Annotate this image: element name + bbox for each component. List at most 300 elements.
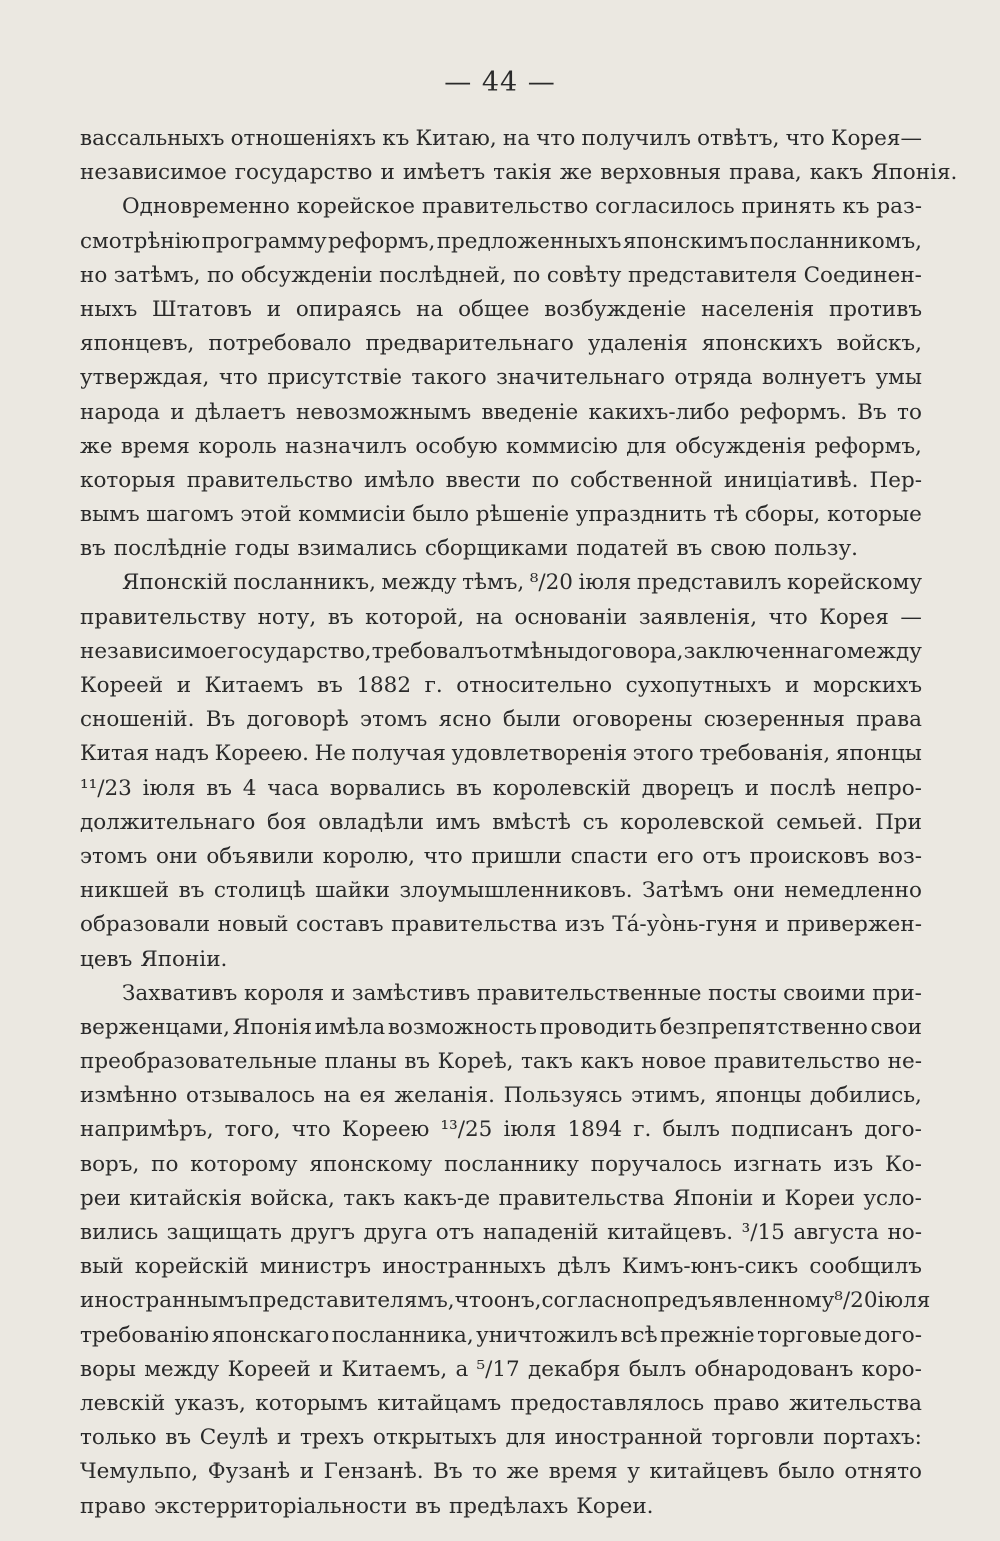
word: иностраннымъ <box>80 1288 249 1314</box>
word: удовлетворенія <box>451 741 628 767</box>
word: овладѣли <box>318 809 424 835</box>
text-line <box>80 259 922 293</box>
word: реформъ, <box>814 433 922 459</box>
word: королевской <box>620 809 765 835</box>
word: торговые <box>757 1322 862 1348</box>
word: король <box>198 433 277 459</box>
word: реи <box>80 1185 121 1211</box>
word: этомъ <box>80 843 148 869</box>
word: спасти <box>570 843 649 869</box>
word: новый <box>217 912 289 938</box>
word: договора, <box>574 638 684 664</box>
word: реформъ, <box>328 228 436 254</box>
word: умы <box>875 365 922 391</box>
word: какъ <box>809 160 864 186</box>
word: китайскія <box>129 1185 242 1211</box>
word: имѣетъ <box>402 160 486 186</box>
text-line <box>80 1387 922 1421</box>
word: Въ <box>205 707 236 733</box>
word: декабря <box>528 1356 621 1382</box>
word: такъ <box>343 1185 396 1211</box>
word: и <box>176 673 192 698</box>
word: и <box>744 775 760 801</box>
word: представителя <box>627 262 798 288</box>
word: открытыхъ <box>372 1425 497 1451</box>
word: портахъ: <box>823 1425 922 1451</box>
word: 4 <box>242 775 257 801</box>
word: жительства <box>789 1390 922 1416</box>
word: присутствіе <box>267 365 402 391</box>
word: какихъ-либо <box>588 399 730 425</box>
word: ¹³/25 <box>440 1117 493 1143</box>
word: королю, <box>322 843 415 869</box>
word: корейское <box>296 194 416 220</box>
word: что <box>536 126 576 151</box>
word: получилъ <box>581 126 691 151</box>
word: Китаю, <box>415 126 497 151</box>
word: договорѣ <box>246 707 349 733</box>
word: японцы <box>715 1083 802 1109</box>
word: между <box>381 570 457 596</box>
word: свою <box>710 536 767 562</box>
word: послѣ <box>769 775 836 801</box>
word: въ <box>80 536 106 562</box>
text-line <box>80 1045 922 1079</box>
word: Корея— <box>830 126 922 151</box>
word: японскому <box>309 1151 433 1177</box>
word: часа <box>267 775 320 801</box>
word: между <box>144 1356 220 1382</box>
word: іюля <box>142 775 196 801</box>
word: Кимъ-юнъ-сикъ <box>622 1254 799 1280</box>
word: что <box>423 843 463 869</box>
word: ³/15 <box>741 1220 785 1245</box>
word: согласилось <box>595 194 735 220</box>
word: войска, <box>250 1185 335 1211</box>
word: китайцевъ <box>649 1459 769 1485</box>
word: японскаго <box>211 1322 330 1348</box>
text-line <box>80 737 922 771</box>
word: ⁵/17 <box>476 1356 520 1382</box>
word: права <box>856 707 922 733</box>
word: которыя <box>80 467 176 493</box>
word: какъ-де <box>403 1185 491 1211</box>
word: друга <box>363 1220 428 1245</box>
word: Японія. <box>871 160 958 186</box>
word: было <box>412 502 470 528</box>
word: они <box>156 843 198 869</box>
word: представителямъ, <box>248 1288 455 1314</box>
word: шагомъ <box>146 502 234 528</box>
word: воры <box>80 1356 136 1382</box>
word: въ <box>206 775 232 801</box>
word: боя <box>267 809 307 835</box>
text-line <box>80 498 922 532</box>
word: Ко- <box>885 1151 922 1177</box>
word: изъ <box>833 1151 874 1177</box>
word: имѣло <box>364 467 435 493</box>
word: для <box>626 433 667 459</box>
word: же <box>506 1459 540 1485</box>
word: Чемульпо, <box>80 1459 199 1485</box>
word: отзывалось <box>186 1083 315 1109</box>
word: не- <box>887 1049 922 1075</box>
word: Китаемъ, <box>341 1356 448 1382</box>
word: Гензанѣ. <box>323 1459 424 1485</box>
word: а <box>455 1356 469 1382</box>
word: права, <box>729 160 802 186</box>
word: заявленія, <box>638 604 758 630</box>
word: нападеній <box>482 1220 599 1245</box>
text-line <box>80 566 922 600</box>
text-line <box>80 601 922 635</box>
word: Не <box>314 741 347 767</box>
word: замѣстивъ <box>351 980 471 1006</box>
word: объявили <box>206 843 314 869</box>
word: семьей. <box>776 809 864 835</box>
word: воз- <box>877 843 922 869</box>
word: то <box>897 399 922 425</box>
word: были <box>502 707 561 733</box>
word: китайцамъ <box>377 1390 502 1416</box>
word: Въ <box>433 1459 463 1485</box>
word: дого- <box>864 1322 922 1348</box>
word: никшей <box>80 878 170 904</box>
word: они <box>733 878 775 904</box>
text-line <box>80 225 922 259</box>
word: шайки <box>315 878 390 904</box>
word: трехъ <box>300 1425 365 1451</box>
word: при- <box>872 980 922 1006</box>
word: отношеніяхъ <box>230 126 377 151</box>
word: и <box>330 980 346 1006</box>
text-line <box>80 908 922 942</box>
text-line <box>80 874 922 908</box>
text-line <box>80 635 922 669</box>
word: которые <box>827 502 922 528</box>
word: Корея <box>819 604 889 630</box>
word: и <box>761 1185 777 1211</box>
word: японскимъ <box>622 228 749 254</box>
word: г. <box>424 673 443 698</box>
word: правительства <box>391 912 558 938</box>
word: былъ <box>628 1356 687 1382</box>
word: торговли <box>711 1425 815 1451</box>
word: правительству <box>80 604 247 630</box>
word: коммисію <box>506 433 618 459</box>
word: всѣ <box>620 1322 658 1348</box>
word: но <box>80 262 108 288</box>
word: посланникъ, <box>233 570 376 596</box>
word: къ <box>382 126 410 151</box>
word: иностранной <box>554 1425 703 1451</box>
word: предварительнаго <box>365 331 574 357</box>
word: заключеннаго <box>683 638 847 664</box>
word: ⁸/20 <box>529 570 573 596</box>
word: которому <box>190 1151 298 1177</box>
word: независимое <box>80 638 227 664</box>
word: такія <box>493 160 552 186</box>
word: безпрепятственно <box>659 1014 868 1040</box>
text-line <box>80 122 922 156</box>
word: на <box>475 604 503 630</box>
word: государство <box>234 160 373 186</box>
word: Фузанѣ <box>207 1459 291 1485</box>
word: японцы <box>835 741 922 767</box>
word: Японія <box>232 1014 313 1040</box>
word: ввести <box>445 467 521 493</box>
text-line <box>80 190 922 224</box>
word: Китая <box>80 741 150 767</box>
word: иниціативѣ. <box>723 467 859 493</box>
word: по <box>513 262 541 288</box>
word: сношеній. <box>80 707 195 733</box>
word: было <box>778 1459 835 1485</box>
word: должительнаго <box>80 809 256 835</box>
word: защищать <box>166 1220 282 1245</box>
word: и <box>380 160 395 186</box>
text-line <box>80 1353 922 1387</box>
word: Въ <box>857 399 887 425</box>
word: сухопутныхъ <box>625 673 772 698</box>
word: правительственные <box>476 980 702 1006</box>
word: противъ <box>828 296 922 322</box>
word: Штатовъ <box>152 296 252 322</box>
word: для <box>505 1425 547 1451</box>
word: посланникомъ, <box>749 228 922 254</box>
word: напримѣръ, <box>80 1117 214 1143</box>
word: отвѣтъ, <box>697 126 780 151</box>
word: согласно <box>541 1288 644 1314</box>
word: имѣла <box>314 1014 386 1040</box>
word: послѣдней, <box>379 262 507 288</box>
word: отряда <box>674 365 753 391</box>
word: тѣмъ, <box>462 570 525 596</box>
word: ея <box>359 1083 386 1109</box>
word: сборщиками <box>424 536 569 562</box>
word: добились, <box>809 1083 922 1109</box>
text-line <box>80 464 922 498</box>
word: онъ, <box>493 1288 542 1314</box>
word: Кореей <box>227 1356 311 1382</box>
word: поручалось <box>590 1151 722 1177</box>
word: Кореей <box>80 673 164 698</box>
word: дѣлъ <box>557 1254 611 1280</box>
word: только <box>80 1425 157 1451</box>
word: въ <box>676 536 703 562</box>
word: морскихъ <box>812 673 922 698</box>
word: королевскій <box>492 775 631 801</box>
word: верженцами, <box>80 1014 230 1040</box>
word: получая <box>351 741 446 767</box>
word: сюзеренныя <box>703 707 845 733</box>
word: общее <box>458 296 530 322</box>
word: по <box>206 262 235 288</box>
word: въ <box>456 775 482 801</box>
word: войскъ, <box>836 331 922 357</box>
word: коммисіи <box>298 502 406 528</box>
word: Японіи. <box>140 946 228 972</box>
word: того, <box>224 1117 281 1143</box>
word: іюля <box>877 1288 931 1314</box>
word: ноту, <box>257 604 317 630</box>
word: требованія, <box>699 741 831 767</box>
text-line <box>80 1011 922 1045</box>
word: податей <box>576 536 669 562</box>
word: же <box>559 160 593 186</box>
word: августа <box>793 1220 879 1245</box>
word: коро- <box>861 1356 922 1382</box>
word: Китаемъ <box>204 673 304 698</box>
word: и <box>299 1459 315 1485</box>
word: иностранныхъ <box>382 1254 546 1280</box>
word: реформъ. <box>739 399 848 425</box>
word: и <box>318 1356 334 1382</box>
word: корейскому <box>787 570 922 596</box>
word: возбужденіе <box>544 296 687 322</box>
word: надъ <box>154 741 209 767</box>
body-text <box>80 122 958 1524</box>
word: — <box>900 604 922 630</box>
word: посланника, <box>331 1322 474 1348</box>
text-line <box>80 430 922 464</box>
word: министръ <box>259 1254 372 1280</box>
word: проводить <box>539 1014 657 1040</box>
word: утверждая, <box>80 365 210 391</box>
word: левскій <box>80 1390 166 1416</box>
word: съ <box>582 809 609 835</box>
text-line <box>80 943 922 977</box>
word: въ <box>316 673 343 698</box>
word: Кореи <box>784 1185 855 1211</box>
word: ныхъ <box>80 296 138 322</box>
word: вымъ <box>80 502 140 528</box>
word: такъ <box>521 1049 573 1075</box>
word: правительство <box>186 467 353 493</box>
word: въ <box>415 1493 441 1519</box>
word: у <box>627 1459 640 1485</box>
word: удаленія <box>587 331 688 357</box>
word: которымъ <box>255 1390 368 1416</box>
word: время <box>548 1459 618 1485</box>
word: назначилъ <box>285 433 407 459</box>
word: его <box>656 843 694 869</box>
word: на <box>416 296 444 322</box>
word: годы <box>234 536 290 562</box>
word: китайцевъ. <box>607 1220 734 1245</box>
word: вились <box>80 1220 159 1245</box>
word: указъ, <box>174 1390 246 1416</box>
word: ⁸/20 <box>834 1288 878 1314</box>
word: непро- <box>846 775 922 801</box>
word: измѣнно <box>80 1083 178 1109</box>
word: и <box>276 1425 292 1451</box>
word: Кореею. <box>214 741 309 767</box>
word: Японіи <box>673 1185 754 1211</box>
word: цевъ <box>80 946 133 972</box>
word: Японскій <box>122 570 228 596</box>
word: японцевъ, <box>80 331 195 357</box>
word: такого <box>411 365 487 391</box>
word: введеніе <box>481 399 579 425</box>
word: Кореею <box>341 1117 430 1143</box>
word: вмѣстѣ <box>492 809 571 835</box>
word: Сеулѣ <box>199 1425 269 1451</box>
word: отнято <box>844 1459 922 1485</box>
word: къ <box>842 194 870 220</box>
word: въ <box>178 878 205 904</box>
word: волнуетъ <box>762 365 867 391</box>
word: которой, <box>365 604 465 630</box>
word: правительство <box>713 1049 881 1075</box>
word: тѣ <box>713 502 739 528</box>
word: на <box>323 1083 351 1109</box>
text-line <box>80 806 922 840</box>
word: опираясь <box>295 296 402 322</box>
word: ¹¹/23 <box>80 775 132 801</box>
word: въ <box>165 1425 192 1451</box>
word: іюля <box>578 570 632 596</box>
page-number: — 44 — <box>444 67 556 98</box>
word: вый <box>80 1254 124 1280</box>
word: корейскій <box>134 1254 249 1280</box>
word: раз- <box>876 194 922 220</box>
word: отмѣны <box>488 638 575 664</box>
word: 1894 <box>567 1117 623 1143</box>
word: японскихъ <box>701 331 823 357</box>
word: свои <box>870 1014 922 1040</box>
word: то <box>472 1459 498 1485</box>
word: Тá-уòнь-гуня <box>612 912 758 938</box>
word: и <box>266 296 282 322</box>
word: составъ <box>296 912 384 938</box>
word: преобразовательные <box>80 1049 318 1075</box>
text-line <box>80 703 922 737</box>
text-line <box>80 1284 931 1318</box>
text-line <box>80 1250 922 1284</box>
text-line <box>80 361 922 395</box>
word: имъ <box>435 809 481 835</box>
text-line <box>80 840 922 874</box>
word: совѣту <box>546 262 622 288</box>
word: отъ <box>702 843 741 869</box>
word: посланнику <box>444 1151 579 1177</box>
text-line <box>80 1113 922 1147</box>
text-line <box>80 156 958 190</box>
word: независимое <box>80 160 227 186</box>
word: дѣлаетъ <box>194 399 286 425</box>
word: воръ, <box>80 1151 140 1177</box>
word: Кореи. <box>576 1493 654 1519</box>
word: право <box>713 1390 780 1416</box>
word: верховныя <box>600 160 722 186</box>
word: дого- <box>864 1117 922 1143</box>
word: предложенныхъ <box>436 228 622 254</box>
word: прежніе <box>660 1322 755 1348</box>
word: населенія <box>701 296 815 322</box>
word: экстерриторіальности <box>153 1493 408 1519</box>
word: вассальныхъ <box>80 126 225 151</box>
word: Пользуясь <box>503 1083 623 1109</box>
word: ворвались <box>329 775 446 801</box>
word: что <box>291 1117 331 1143</box>
text-line <box>80 327 922 361</box>
word: основаніи <box>514 604 628 630</box>
word: іюля <box>503 1117 557 1143</box>
word: невозможнымъ <box>296 399 472 425</box>
text-line <box>80 1216 922 1250</box>
word: Пер- <box>869 467 922 493</box>
